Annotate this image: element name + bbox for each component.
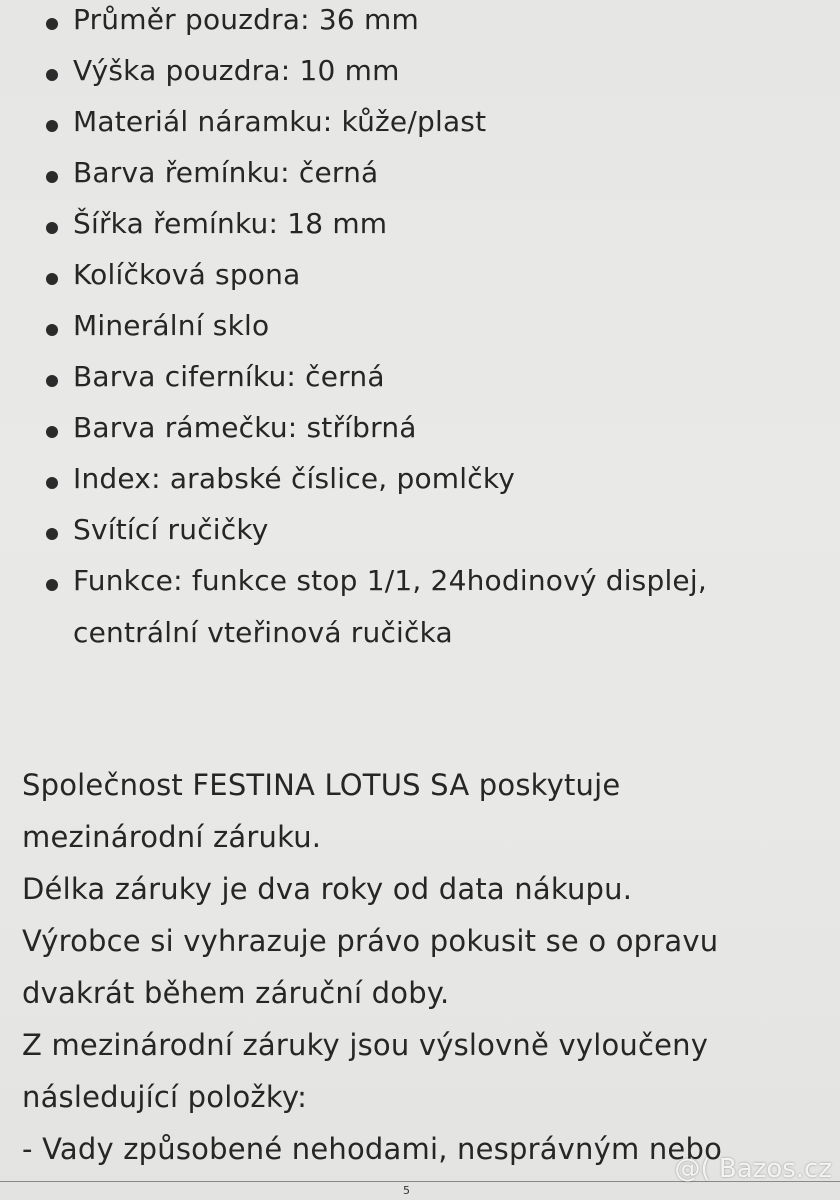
bullet-icon	[46, 120, 58, 132]
spec-text: Výška pouzdra: 10 mm	[73, 54, 400, 87]
spec-text: Barva rámečku: stříbrná	[73, 411, 417, 444]
bullet-icon	[46, 528, 58, 540]
warranty-line: mezinárodní záruku.	[22, 820, 322, 854]
spec-item	[0, 512, 800, 564]
spec-text: Průměr pouzdra: 36 mm	[73, 3, 419, 36]
spec-text: Index: arabské číslice, pomlčky	[73, 462, 516, 495]
spec-item	[0, 104, 800, 156]
warranty-line: Společnost FESTINA LOTUS SA poskytuje	[22, 768, 621, 802]
warranty-line: Výrobce si vyhrazuje právo pokusit se o opravu	[22, 924, 719, 958]
spec-text: Svítící ručičky	[73, 513, 269, 546]
bullet-icon	[46, 273, 58, 285]
warranty-line: Délka záruky je dva roky od data nákupu.	[22, 872, 633, 906]
page-number: 5	[403, 1184, 410, 1197]
bullet-icon	[46, 18, 58, 30]
bullet-icon	[46, 426, 58, 438]
spec-text: Šířka řemínku: 18 mm	[73, 207, 388, 240]
bullet-icon	[46, 579, 58, 591]
warranty-line: následující položky:	[22, 1080, 308, 1114]
bullet-icon	[46, 375, 58, 387]
bullet-icon	[46, 222, 58, 234]
spec-item	[0, 155, 800, 207]
spec-item	[0, 206, 800, 258]
spec-item	[0, 359, 800, 411]
bullet-icon	[46, 477, 58, 489]
spec-text: Materiál náramku: kůže/plast	[73, 105, 487, 138]
spec-text: Minerální sklo	[73, 309, 270, 342]
spec-item	[0, 257, 800, 309]
spec-text: Funkce: funkce stop 1/1, 24hodinový displej,	[73, 564, 707, 597]
spec-item	[0, 308, 800, 360]
spec-text: Kolíčková spona	[73, 258, 301, 291]
warranty-line: dvakrát během záruční doby.	[22, 976, 450, 1010]
spec-item	[0, 461, 800, 513]
spec-text-continuation: centrální vteřinová ručička	[73, 616, 453, 649]
warranty-line: - Vady způsobené nehodami, nesprávným nebo	[22, 1132, 723, 1166]
watermark: @( Bazos.cz	[674, 1154, 832, 1184]
spec-item	[0, 410, 800, 462]
spec-text: Barva ciferníku: černá	[73, 360, 385, 393]
warranty-line: Z mezinárodní záruky jsou výslovně vyloučeny	[22, 1028, 709, 1062]
bullet-icon	[46, 324, 58, 336]
bullet-icon	[46, 171, 58, 183]
spec-item	[0, 53, 800, 105]
spec-text: Barva řemínku: černá	[73, 156, 379, 189]
spec-item	[0, 563, 800, 667]
bullet-icon	[46, 69, 58, 81]
spec-item	[0, 2, 800, 54]
